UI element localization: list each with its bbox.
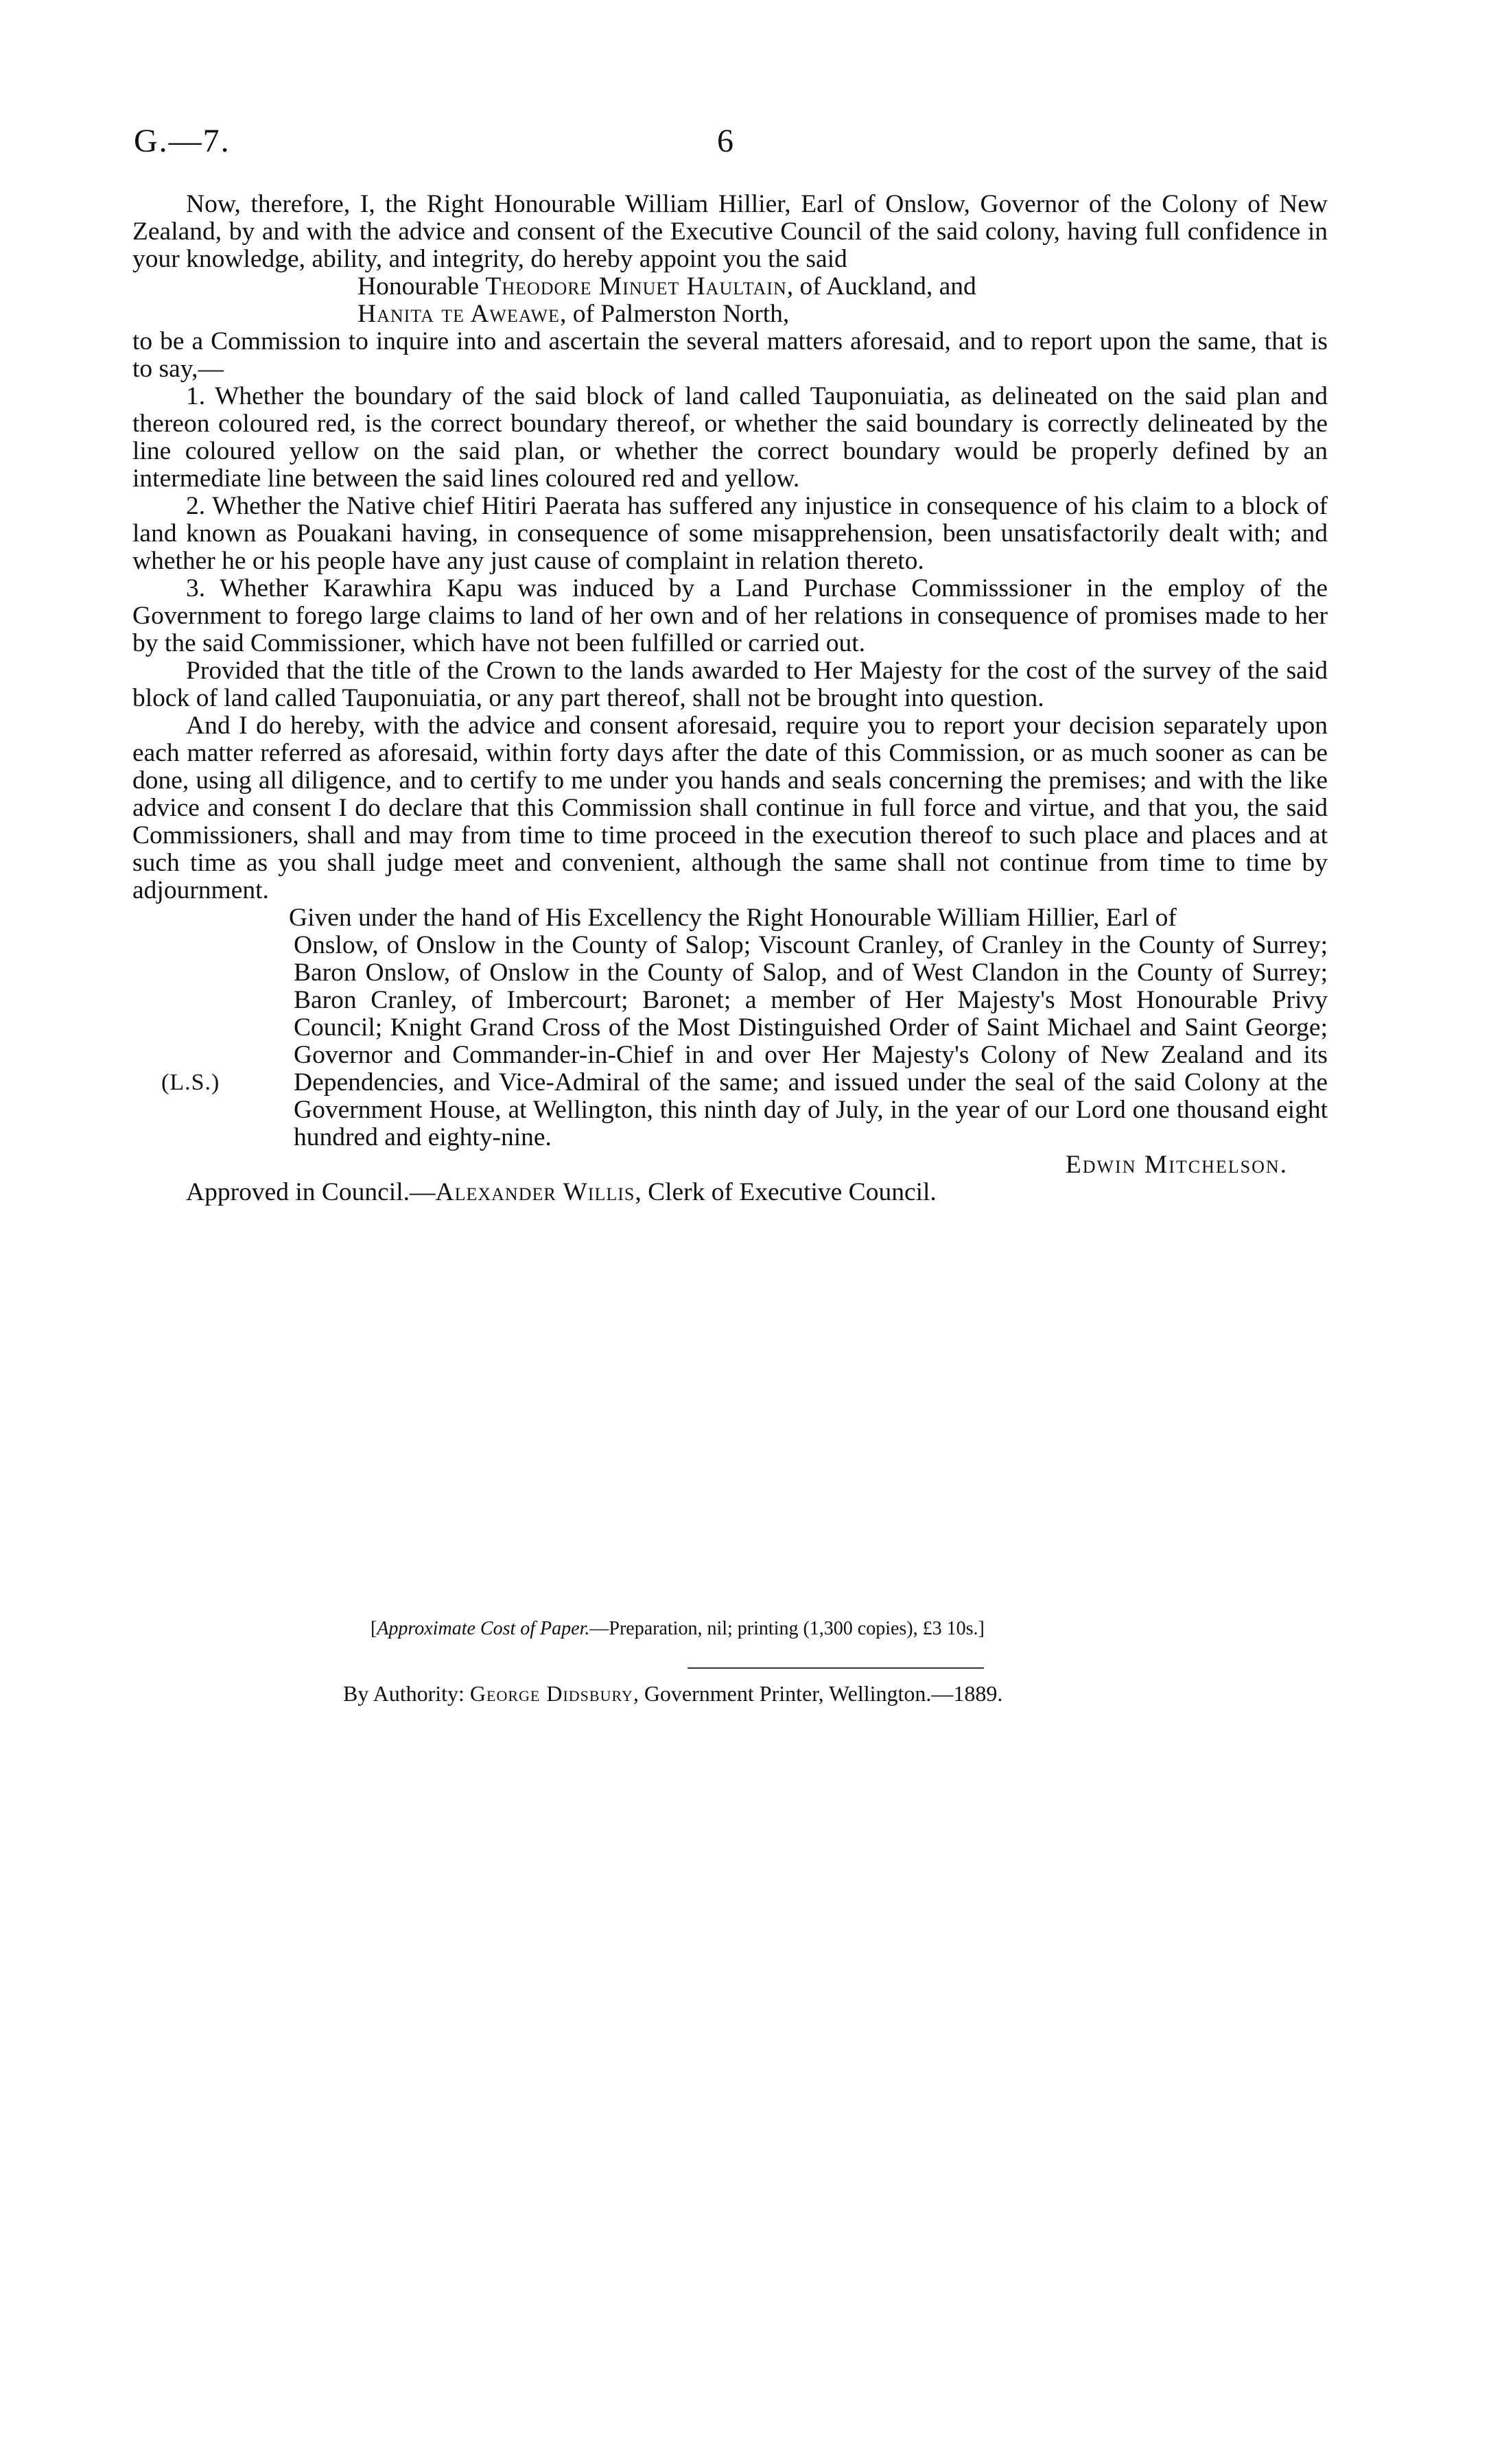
clerk-name: Alexander Willis (435, 1178, 635, 1206)
appointee-2-name: Hanita te Aweawe (357, 300, 560, 328)
page-number: 6 (717, 123, 733, 159)
paper-reference: G.—7. (134, 123, 231, 159)
appointee-1-suffix: , of Auckland, and (786, 272, 976, 301)
appointee-1 (357, 273, 1328, 301)
given-under-hand-block (132, 904, 1328, 1151)
footer-divider (688, 1667, 984, 1669)
seal-mark: (L.S.) (161, 1070, 220, 1095)
given-continuation (132, 932, 1328, 1151)
authority-prefix: By Authority: (343, 1681, 470, 1706)
paragraph-intro: Now, therefore, I, the Right Honourable William Hillier, Earl of Onslow, Governor of the Colony of New Zealand, by and with the advice and consent of the Executive Council of the said colony, having full confidence in your knowledge, ability, and integrity, do hereby appoint you the said (132, 190, 1328, 273)
cost-of-paper-note (371, 1618, 985, 1640)
approved-suffix: , Clerk of Executive Council. (635, 1178, 937, 1206)
printer-name: George Didsbury (469, 1681, 633, 1706)
approved-in-council (132, 1179, 1328, 1206)
given-rest-text: Onslow, of Onslow in the County of Salop; Viscount Cranley, of Cranley in the County of Surrey; Baron Onslow, of Onslow in the County of Salop, and of West Clandon in the County of Surrey; Baron Cranley, of Imbercourt; Baronet; a member of Her Majesty's Most Honourable Privy Council; Knight Grand Cross of the Most Distinguished Order of Saint Michael and Saint George; Governor and Commander-in-Chief in and over Her Majesty's Colony of New Zealand and its Dependencies, and Vice-Admiral of the same; and issued under the seal of the said Colony at the Government House, at Wellington, this ninth day of July, in the year of our Lord one thousand eight hundred and eighty-nine. (294, 931, 1328, 1151)
paragraph-commission: to be a Commission to inquire into and ascertain the several matters aforesaid, and to report upon the same, that is to say,— (132, 327, 1328, 383)
cost-text: —Preparation, nil; printing (1,300 copies), £3 10s.] (589, 1618, 985, 1639)
paragraph-report: And I do hereby, with the advice and consent aforesaid, require you to report your decision separately upon each matter referred as aforesaid, within forty days after the date of this Commission, or as much sooner as can be done, using all diligence, and to certify to me under you hands and seals concerning the premises; and with the like advice and consent I do declare that this Commission shall continue in full force and virtue, and that you, the said Commissioners, shall and may from time to time proceed in the execution thereof to such place and places and at such time as you shall judge meet and convenient, although the same shall not continue from time to time by adjournment. (132, 712, 1328, 904)
approved-prefix: Approved in Council.— (186, 1178, 436, 1206)
signatory: Edwin Mitchelson. (1065, 1151, 1288, 1179)
appointee-1-name: Theodore Minuet Haultain (485, 272, 787, 301)
appointee-2 (357, 301, 1328, 328)
cost-open-bracket: [ (371, 1618, 377, 1639)
matter-item-2: 2. Whether the Native chief Hitiri Paerata has suffered any injustice in consequence of his claim to a block of land known as Pouakani having, in consequence of some misapprehension, been unsatisfactorily dealt with; and whether he or his people have any just cause of complaint in relation thereto. (132, 492, 1328, 575)
appointees-block (132, 273, 1328, 328)
given-first-line: Given under the hand of His Excellency the Right Honourable William Hillier, Earl of (289, 904, 1177, 932)
authority-suffix: , Government Printer, Wellington.—1889. (633, 1681, 1003, 1706)
appointee-2-suffix: , of Palmerston North, (559, 300, 790, 328)
appointee-1-prefix: Honourable (357, 272, 486, 301)
cost-label: Approximate Cost of Paper. (377, 1618, 590, 1639)
commission-text (132, 191, 1328, 1206)
paragraph-provided: Provided that the title of the Crown to the lands awarded to Her Majesty for the cost of the survey of the said block of land called Tauponuiatia, or any part thereof, shall not be brought into question. (132, 657, 1328, 712)
printer-authority (343, 1681, 1002, 1706)
matter-item-3: 3. Whether Karawhira Kapu was induced by a Land Purchase Commisssioner in the employ of the Government to forego large claims to land of her own and of her relations in consequence of promises made to her by the said Commissioner, which have not been fulfilled or carried out. (132, 574, 1328, 657)
matter-item-1: 1. Whether the boundary of the said block of land called Tauponuiatia, as delineated on the said plan and thereon coloured red, is the correct boundary thereof, or whether the said boundary is correctly delineated by the line coloured yellow on the said plan, or whether the correct boundary would be properly defined by an intermediate line between the said lines coloured red and yellow. (132, 382, 1328, 493)
